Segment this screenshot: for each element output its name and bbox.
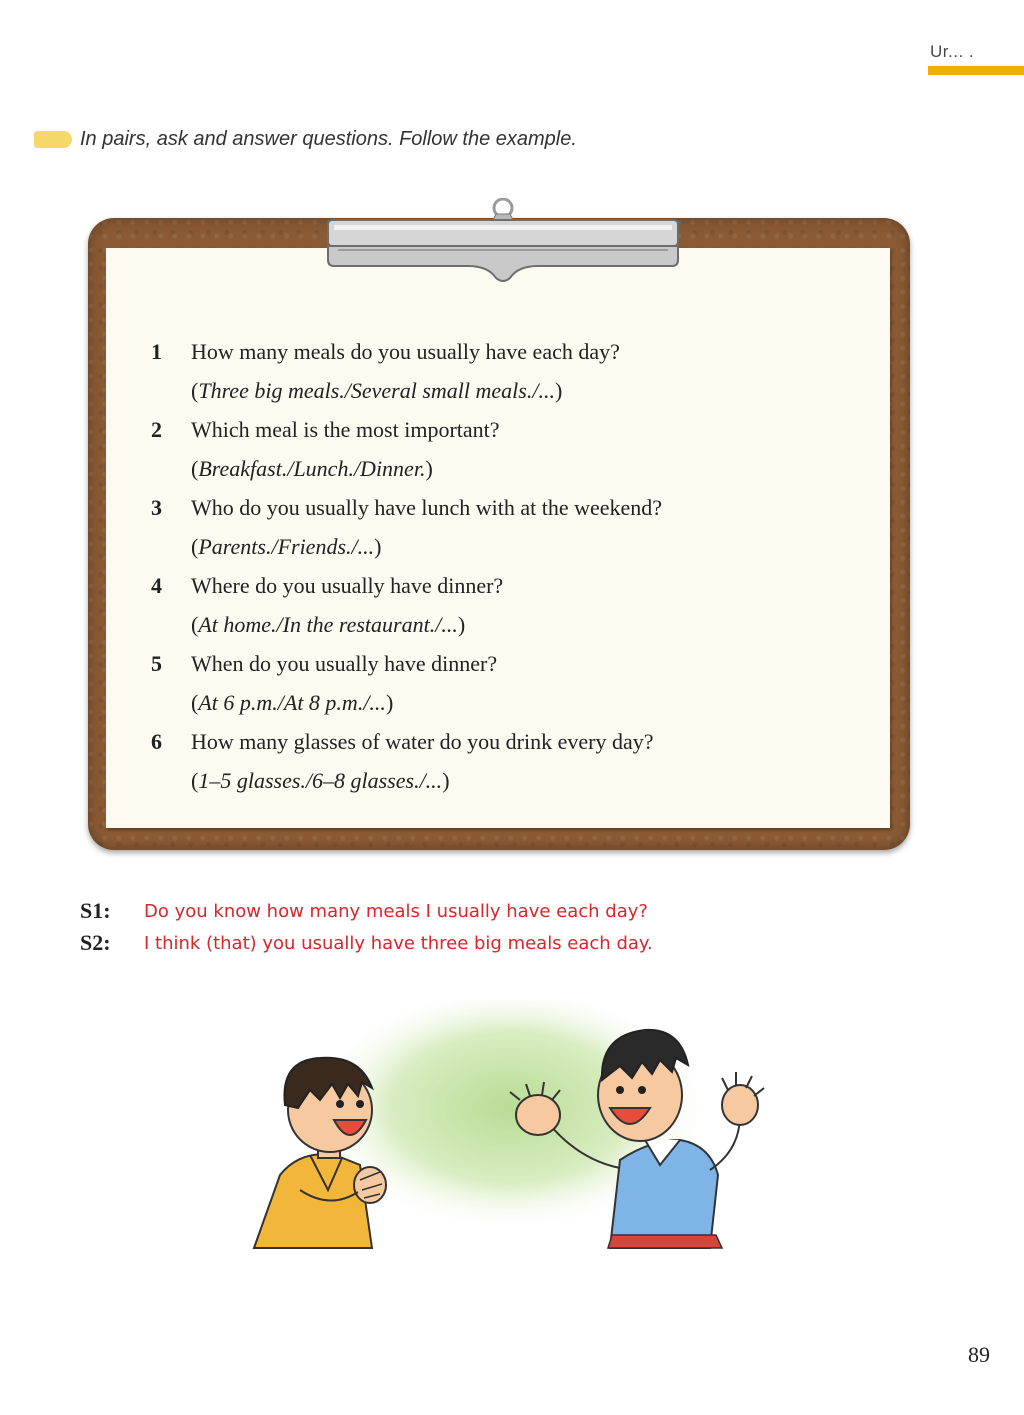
clipboard-paper xyxy=(106,248,890,828)
question-number: 4 xyxy=(151,573,162,598)
page-number: 89 xyxy=(968,1342,990,1367)
speaker-label: S1: xyxy=(80,898,111,923)
speaker-label: S2: xyxy=(80,930,111,955)
question-item xyxy=(151,414,871,484)
question-number: 2 xyxy=(151,417,162,442)
instruction xyxy=(34,124,577,154)
answer-hint: (At 6 p.m./At 8 p.m./...) xyxy=(191,690,394,715)
question-item xyxy=(151,648,871,718)
question-text: Where do you usually have dinner? xyxy=(191,573,504,598)
two-boys-talking-illustration xyxy=(240,1000,780,1260)
dialogue-text: Do you know how many meals I usually have each day? xyxy=(144,900,648,922)
unit-tab xyxy=(928,42,1024,76)
example-dialogue xyxy=(80,895,653,959)
question-text: Which meal is the most important? xyxy=(191,417,500,442)
answer-hint: (Three big meals./Several small meals./...) xyxy=(191,378,563,403)
question-number: 6 xyxy=(151,729,162,754)
question-number: 1 xyxy=(151,339,162,364)
question-text: How many glasses of water do you drink every day? xyxy=(191,729,654,754)
answer-hint: (Parents./Friends./...) xyxy=(191,534,382,559)
question-item xyxy=(151,492,871,562)
answer-hint: (1–5 glasses./6–8 glasses./...) xyxy=(191,768,450,793)
question-item xyxy=(151,336,871,406)
question-text: How many meals do you usually have each day? xyxy=(191,339,620,364)
dialogue-line xyxy=(80,895,653,927)
question-item xyxy=(151,570,871,640)
question-number: 3 xyxy=(151,495,162,520)
question-item xyxy=(151,726,871,796)
answer-hint: (At home./In the restaurant./...) xyxy=(191,612,466,637)
question-text: Who do you usually have lunch with at the weekend? xyxy=(191,495,663,520)
unit-color-bar xyxy=(928,66,1024,75)
instruction-marker-icon xyxy=(34,131,72,148)
instruction-text: In pairs, ask and answer questions. Follow the example. xyxy=(80,127,577,150)
question-text: When do you usually have dinner? xyxy=(191,651,498,676)
clipboard xyxy=(88,218,910,850)
question-number: 5 xyxy=(151,651,162,676)
dialogue-line xyxy=(80,927,653,959)
answer-hint: (Breakfast./Lunch./Dinner.) xyxy=(191,456,433,481)
metal-clip-icon xyxy=(318,198,688,288)
question-list xyxy=(151,336,871,804)
unit-label: Ur... . xyxy=(930,42,975,61)
dialogue-text: I think (that) you usually have three big meals each day. xyxy=(144,932,653,954)
